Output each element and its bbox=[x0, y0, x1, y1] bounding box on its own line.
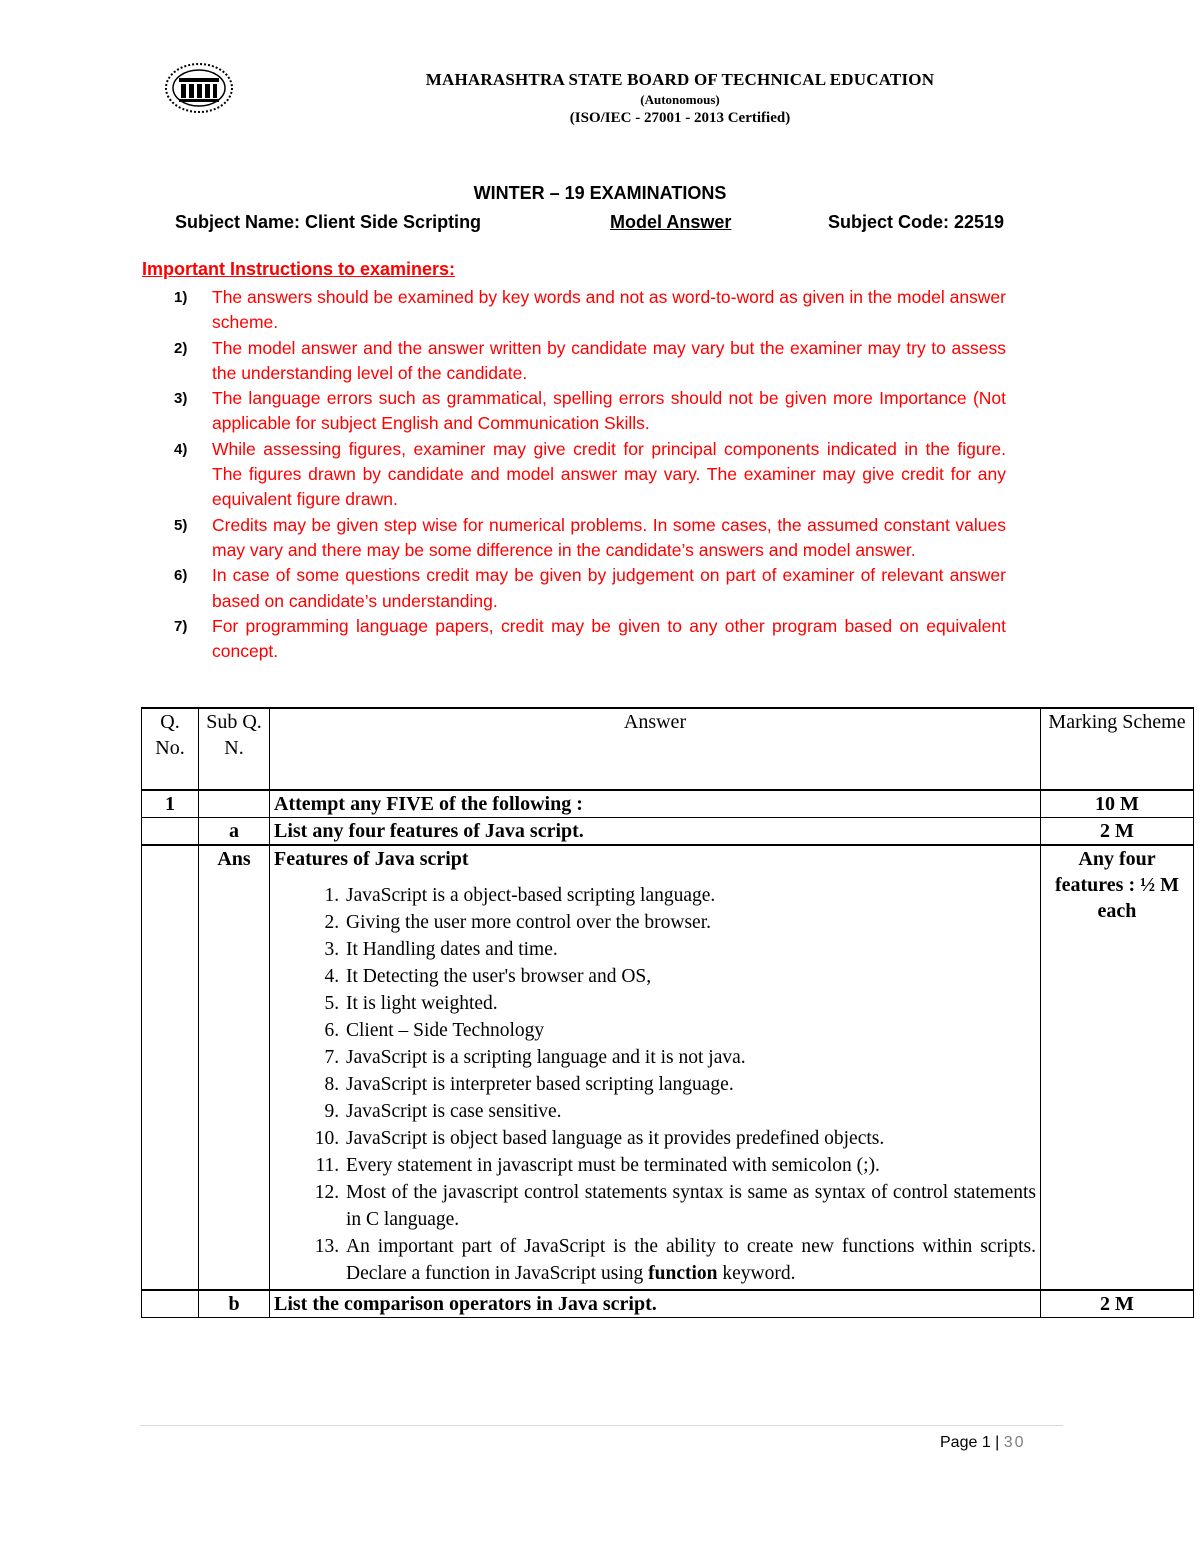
instruction-item bbox=[170, 513, 1006, 564]
page-separator: | bbox=[995, 1434, 1000, 1451]
exam-title: WINTER – 19 EXAMINATIONS bbox=[473, 183, 727, 203]
table-row bbox=[142, 790, 1194, 818]
sub-question-marks: 2 M bbox=[1041, 1290, 1194, 1318]
instructions-title: Important Instructions to examiners: bbox=[142, 259, 456, 279]
features-list bbox=[274, 882, 1036, 1287]
list-item: 11. Every statement in javascript must be terminated with semicolon (;). bbox=[344, 1152, 1036, 1179]
list-item: 8. JavaScript is interpreter based scripting language. bbox=[344, 1071, 1036, 1098]
list-item: 2. Giving the user more control over the browser. bbox=[344, 909, 1036, 936]
instruction-number: 7) bbox=[174, 617, 188, 635]
org-name: MAHARASHTRA STATE BOARD OF TECHNICAL EDUCATION bbox=[425, 70, 935, 89]
answer-cell bbox=[270, 845, 1041, 1290]
question-marks: 10 M bbox=[1041, 790, 1194, 818]
instruction-text: In case of some questions credit may be given by judgement on part of examiner of relevant answer based on candidate’s understanding. bbox=[212, 565, 1006, 611]
page-label: Page 1 bbox=[940, 1434, 991, 1451]
question-text: Attempt any FIVE of the following : bbox=[270, 790, 1041, 818]
instruction-number: 4) bbox=[174, 440, 188, 458]
header-sub-qn: Sub Q. N. bbox=[199, 708, 270, 790]
instruction-text: The language errors such as grammatical, spelling errors should not be given more Importance (Not applicable for subject English and Communication Skills. bbox=[212, 388, 1006, 434]
instruction-number: 1) bbox=[174, 289, 188, 306]
subject-name: Subject Name: Client Side Scripting bbox=[175, 212, 482, 232]
table-row bbox=[142, 1290, 1194, 1318]
instruction-item bbox=[170, 437, 1006, 513]
instruction-item bbox=[170, 386, 1006, 437]
instruction-text: The answers should be examined by key words and not as word-to-word as given in the model answer scheme. bbox=[212, 287, 1006, 333]
page-total: 30 bbox=[1003, 1434, 1026, 1451]
empty-cell bbox=[199, 790, 270, 818]
footer-divider bbox=[140, 1425, 1063, 1426]
list-item: 4. It Detecting the user's browser and OS, bbox=[344, 963, 1036, 990]
certification-label: (ISO/IEC - 27001 - 2013 Certified) bbox=[569, 110, 791, 126]
sub-question-marks: 2 M bbox=[1041, 818, 1194, 846]
instruction-number: 3) bbox=[174, 390, 188, 408]
table-row bbox=[142, 845, 1194, 1290]
list-item: 6. Client – Side Technology bbox=[344, 1017, 1036, 1044]
sub-question-label: a bbox=[199, 818, 270, 846]
instruction-text: Credits may be given step wise for numerical problems. In some cases, the assumed constant values may vary and there may be some difference in the candidate’s answers and model answer. bbox=[212, 514, 1006, 560]
instruction-text: The model answer and the answer written by candidate may vary but the examiner may try to assess the understanding level of the candidate. bbox=[212, 337, 1006, 383]
instruction-item bbox=[170, 614, 1006, 665]
msbte-logo bbox=[163, 62, 235, 114]
page-footer bbox=[940, 1434, 1026, 1452]
instruction-number: 5) bbox=[174, 516, 188, 534]
subject-code: Subject Code: 22519 bbox=[828, 212, 1005, 232]
list-item: 3. It Handling dates and time. bbox=[344, 936, 1036, 963]
header-answer: Answer bbox=[270, 708, 1041, 790]
question-number: 1 bbox=[142, 790, 199, 818]
model-answer-label: Model Answer bbox=[610, 212, 732, 232]
instruction-number: 2) bbox=[174, 339, 188, 357]
table-row bbox=[142, 818, 1194, 846]
list-item: 1. JavaScript is a object-based scripting language. bbox=[344, 882, 1036, 909]
sub-question-text: List the comparison operators in Java script. bbox=[270, 1290, 1041, 1318]
instruction-text: While assessing figures, examiner may give credit for principal components indicated in the figure. The figures drawn by candidate and model answer may vary. The examiner may give credit for any equivalent figure drawn. bbox=[212, 438, 1006, 510]
answer-label: Ans bbox=[199, 845, 270, 1290]
list-item: 5. It is light weighted. bbox=[344, 990, 1036, 1017]
instruction-item bbox=[170, 285, 1006, 336]
instruction-number: 6) bbox=[174, 567, 188, 585]
list-item bbox=[344, 1233, 1036, 1287]
answer-table bbox=[141, 707, 1194, 1318]
empty-cell bbox=[142, 1290, 199, 1318]
marking-scheme-note: Any four features : ½ M each bbox=[1041, 845, 1194, 1290]
organization-header bbox=[330, 70, 1030, 127]
list-item: 7. JavaScript is a scripting language and it is not java. bbox=[344, 1044, 1036, 1071]
answer-title: Features of Java script bbox=[274, 848, 469, 870]
keyword-function: function bbox=[648, 1263, 718, 1284]
header-marking-scheme: Marking Scheme bbox=[1041, 708, 1194, 790]
instruction-text: For programming language papers, credit may be given to any other program based on equivalent concept. bbox=[212, 615, 1006, 662]
autonomous-label: (Autonomous) bbox=[640, 92, 720, 107]
item-text: keyword. bbox=[717, 1263, 796, 1284]
list-item: 10. JavaScript is object based language as it provides predefined objects. bbox=[344, 1125, 1036, 1152]
empty-cell bbox=[142, 818, 199, 846]
empty-cell bbox=[142, 845, 199, 1290]
sub-question-text: List any four features of Java script. bbox=[270, 818, 1041, 846]
instructions-list bbox=[170, 285, 1006, 664]
header-q-no: Q. No. bbox=[142, 708, 199, 790]
sub-question-label: b bbox=[199, 1290, 270, 1318]
list-item: 9. JavaScript is case sensitive. bbox=[344, 1098, 1036, 1125]
instruction-item bbox=[170, 336, 1006, 387]
instruction-item bbox=[170, 563, 1006, 614]
list-item: 12. Most of the javascript control statements syntax is same as syntax of control statements in C language. bbox=[344, 1179, 1036, 1233]
table-header-row bbox=[142, 708, 1194, 790]
item-text: An important part of JavaScript is the ability to create new functions within scripts. Declare a function in JavaScript using bbox=[346, 1236, 1036, 1284]
